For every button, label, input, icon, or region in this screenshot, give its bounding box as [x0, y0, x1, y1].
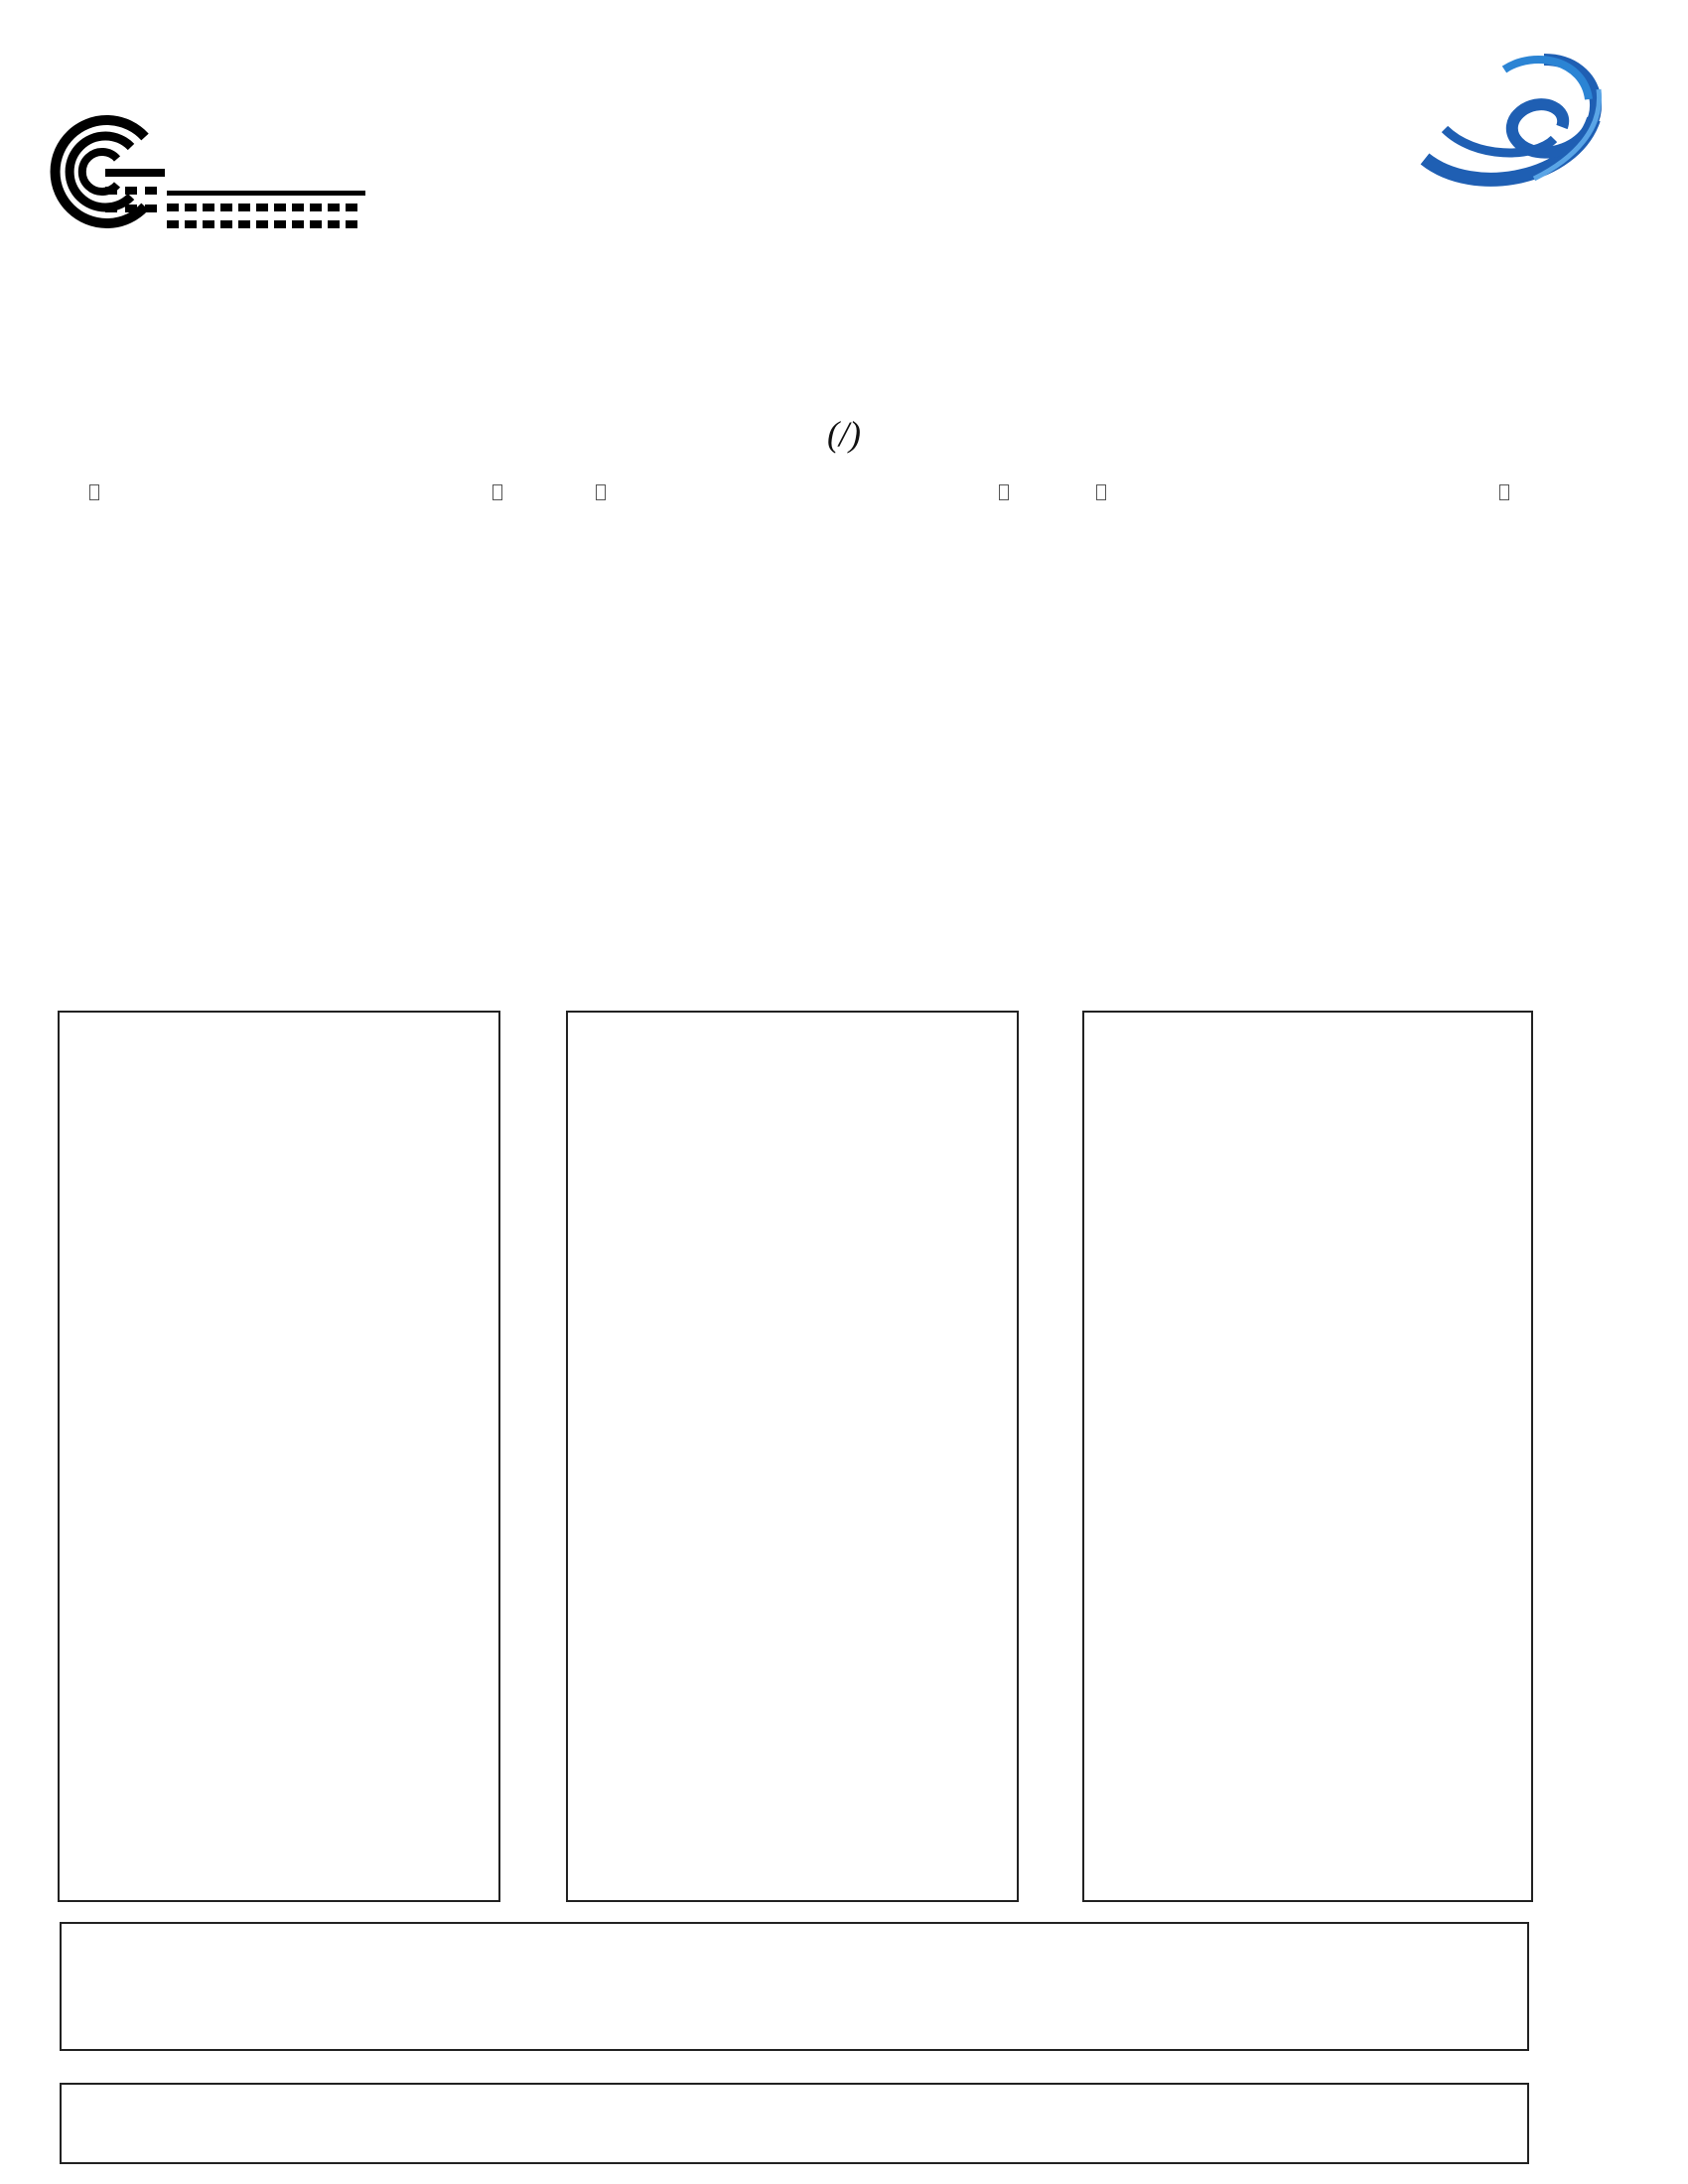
- dust-map-plot: [60, 508, 516, 970]
- dust-map-plot: [566, 508, 1023, 970]
- day2-forecast-box: [566, 1011, 1019, 1902]
- map-initial-time: [89, 484, 99, 500]
- map-valid-time: [1499, 484, 1509, 500]
- map-initial-time: [1096, 484, 1106, 500]
- rimas-emblem-icon: [1385, 40, 1623, 208]
- map-valid-time: [492, 484, 502, 500]
- map-initial-time: [596, 484, 606, 500]
- map-valid-time: [999, 484, 1009, 500]
- dust-map-day1: [1066, 478, 1523, 970]
- sds-irc-logo: [36, 107, 344, 236]
- colorbar-legend: [1544, 482, 1643, 949]
- dust-map-day3: [60, 478, 516, 970]
- day1-forecast-box: [1082, 1011, 1533, 1902]
- website-note-box: [60, 2083, 1529, 2164]
- sds-irc-grid-icon: [167, 191, 365, 236]
- chart-title: [397, 407, 1291, 462]
- rimas-logo: [1385, 40, 1623, 298]
- chart-unit: (/): [826, 414, 861, 454]
- dust-map-day2: [566, 478, 1023, 970]
- day3-forecast-box: [58, 1011, 500, 1902]
- model-note-box: [60, 1922, 1529, 2051]
- sds-irc-emblem-icon: [36, 107, 165, 236]
- dust-map-plot: [1066, 508, 1523, 970]
